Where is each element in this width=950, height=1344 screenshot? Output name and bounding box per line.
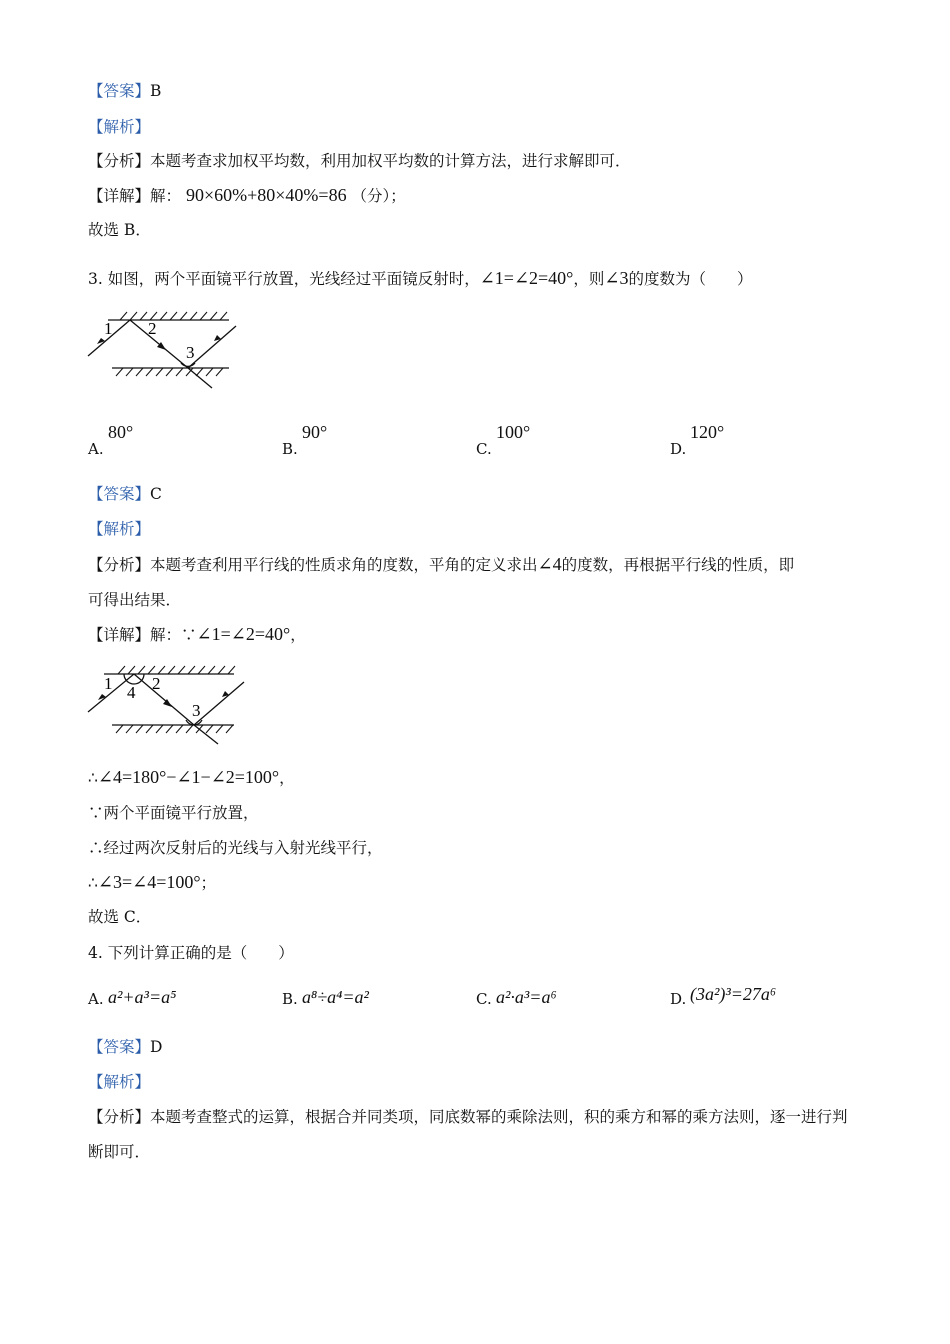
answer-tag: 【答案】 [88, 485, 151, 503]
q3-step-4 [88, 871, 216, 894]
q2-answer-line [88, 80, 161, 102]
q4-option-c-expr: a²·a³=a⁶ [496, 987, 557, 1007]
q2-detail-line [88, 184, 406, 207]
step4-suffix: ； [200, 874, 217, 892]
q4-option-a-expr: a²+a³=a⁵ [108, 987, 177, 1007]
q3-answer-line [88, 483, 162, 505]
angle-label-2: 2 [148, 319, 157, 338]
q3-step-3: ∴经过两次反射后的光线与入射光线平行， [88, 839, 383, 857]
fenxi-math: ∠4 [537, 554, 562, 574]
q3-stem-math: ∠1=∠2=40° [479, 268, 574, 288]
detail-prefix: 解：∵ [150, 626, 197, 644]
mirror-figure-1 [84, 308, 254, 393]
angle-label-4: 4 [127, 683, 136, 702]
q4-option-b-expr: a⁸÷a⁴=a² [302, 987, 369, 1007]
answer-value: D [150, 1038, 163, 1056]
q3-option-a-letter[interactable]: A. [88, 440, 104, 458]
q3-step-2: ∵两个平面镜平行放置， [88, 804, 259, 822]
detail-math: ∠1=∠2=40° [196, 624, 291, 644]
angle-label-3: 3 [186, 343, 195, 362]
fenxi-tag: 【分析】 [88, 556, 151, 574]
analysis-tag: 【解析】 [88, 1073, 151, 1091]
detail-tag: 【详解】 [88, 187, 151, 205]
q3-fenxi-line [88, 553, 794, 576]
fenxi-text-2: 的度数，再根据平行线的性质，即 [561, 556, 795, 574]
q2-analysis-line [88, 116, 150, 138]
q3-stem-prefix: 3. 如图，两个平面镜平行放置，光线经过平面镜反射时， [88, 270, 480, 288]
answer-value: C [150, 485, 162, 503]
q4-option-d-expr: (3a²)³=27a⁶ [690, 984, 777, 1004]
answer-tag: 【答案】 [88, 82, 151, 100]
q4-option-a-letter[interactable]: A. [88, 990, 104, 1008]
fenxi-tag: 【分析】 [88, 152, 151, 170]
detail-suffix: ， [290, 626, 306, 644]
answer-tag: 【答案】 [88, 1038, 151, 1056]
q3-stem [88, 267, 753, 290]
q4-option-b-letter[interactable]: B. [282, 990, 298, 1008]
step1-suffix: ， [279, 769, 295, 787]
angle-label-1: 1 [104, 674, 113, 693]
step4-prefix: ∴ [88, 874, 98, 892]
detail-suffix: （分）； [351, 187, 406, 205]
q3-fenxi-line-2: 可得出结果． [88, 591, 182, 609]
q4-analysis-line [88, 1071, 150, 1093]
q3-option-b-letter[interactable]: B. [282, 440, 298, 458]
fenxi-tag: 【分析】 [88, 1108, 151, 1126]
angle-label-1: 1 [104, 319, 113, 338]
q3-stem-suffix: 的度数为（ ） [628, 270, 753, 288]
q3-option-d-value: 120° [690, 422, 725, 442]
q3-stem-math2: ∠3 [604, 268, 629, 288]
q4-option-c-letter[interactable]: C. [476, 990, 492, 1008]
step1-math: ∠4=180°−∠1−∠2=100° [97, 767, 280, 787]
answer-value: B [150, 82, 162, 100]
q2-fenxi-line [88, 150, 631, 172]
q4-fenxi-paragraph [88, 1100, 863, 1170]
analysis-tag: 【解析】 [88, 520, 151, 538]
q3-option-c-value: 100° [496, 422, 531, 442]
q3-stem-mid: ，则 [573, 270, 605, 288]
analysis-tag: 【解析】 [88, 118, 151, 136]
q4-option-d-letter[interactable]: D. [670, 990, 687, 1008]
q3-analysis-line [88, 518, 150, 540]
detail-prefix: 解： [150, 187, 182, 205]
q3-step-1 [88, 766, 295, 789]
q3-option-b-value: 90° [302, 422, 328, 442]
q3-option-c-letter[interactable]: C. [476, 440, 492, 458]
fenxi-text: 本题考查整式的运算，根据合并同类项，同底数幂的乘除法则，积的乘方和幂的乘方法则，逐一进行判断即可． [88, 1108, 848, 1161]
q2-conclusion: 故选 B． [88, 221, 151, 239]
q3-detail-line [88, 623, 306, 646]
q3-conclusion: 故选 C． [88, 908, 152, 926]
q4-answer-line [88, 1036, 162, 1058]
q3-option-d-letter[interactable]: D. [670, 440, 687, 458]
angle-label-2: 2 [152, 674, 161, 693]
fenxi-text: 本题考查求加权平均数，利用加权平均数的计算方法，进行求解即可． [150, 152, 631, 170]
q3-option-a-value: 80° [108, 422, 134, 442]
step4-math: ∠3=∠4=100° [97, 872, 201, 892]
detail-math: 90×60%+80×40%=86 [185, 185, 347, 205]
q4-stem: 4. 下列计算正确的是（ ） [88, 944, 294, 962]
angle-label-3: 3 [192, 701, 201, 720]
detail-tag: 【详解】 [88, 626, 151, 644]
step1-prefix: ∴ [88, 769, 98, 787]
mirror-figure-2 [84, 660, 254, 745]
fenxi-text-1: 本题考查利用平行线的性质求角的度数，平角的定义求出 [150, 556, 538, 574]
